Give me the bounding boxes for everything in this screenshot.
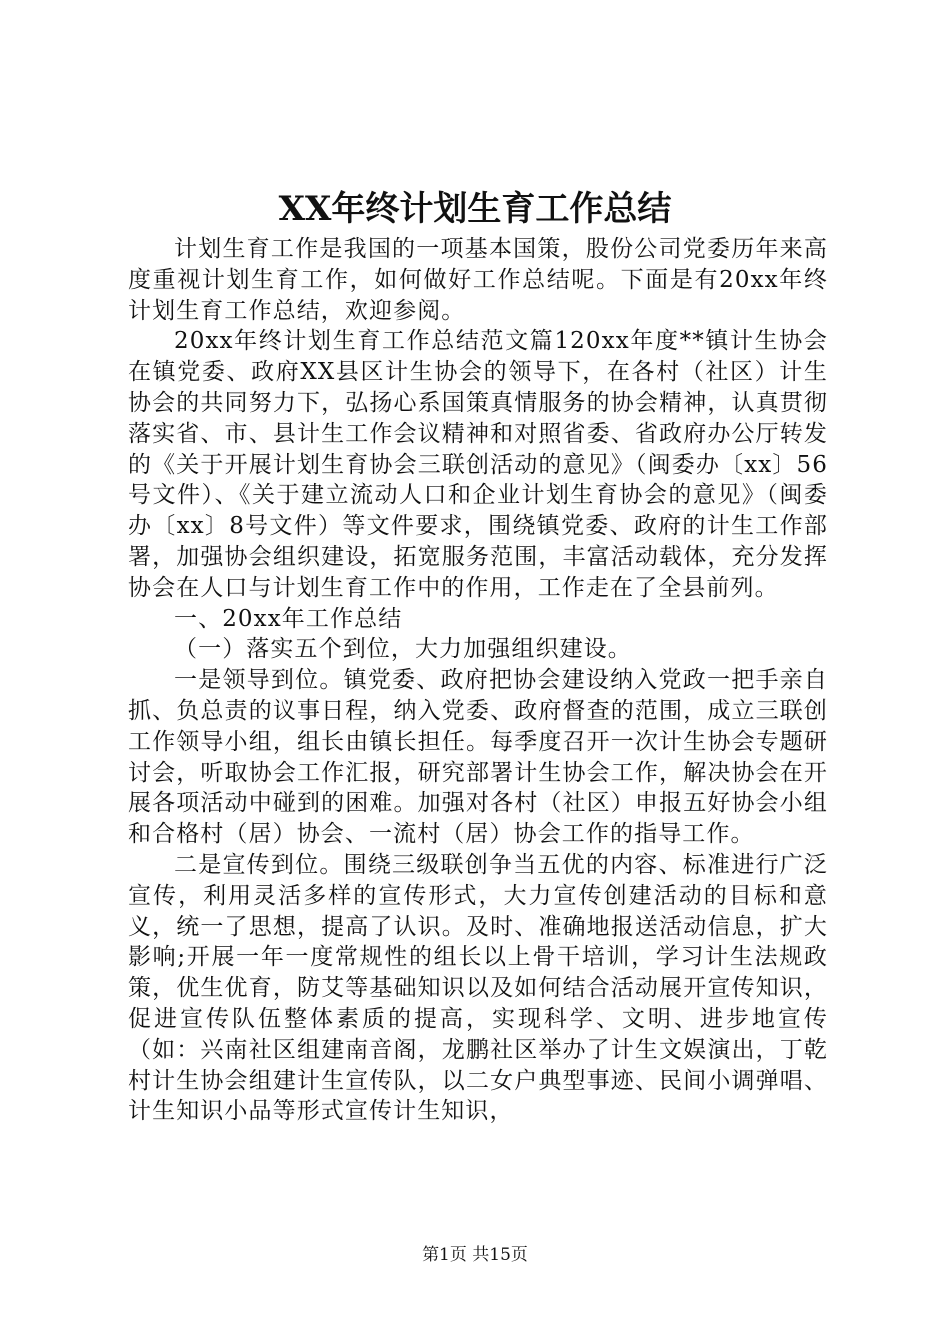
document-title: XX年终计划生育工作总结 [278,189,672,229]
paragraph: 二是宣传到位。围绕三级联创争当五优的内容、标准进行广泛宣传，利用灵活多样的宣传形式，大力宣传创建活动的目标和意义，统一了思想，提高了认识。及时、准确地报送活动信息，扩大影响;开展一年一度常规性的组长以上骨干培训，学习计生法规政策，优生优育，防艾等基础知识以及如何结合活动展开宣传知识，促进宣传队伍整体素质的提高，实现科学、文明、进步地宣传（如：兴南社区组建南音阁，龙鹏社区举办了计生文娱演出，丁乾村计生协会组建计生宣传队，以二女户典型事迹、民间小调弹唱、计生知识小品等形式宣传计生知识， [128,851,828,1125]
page-number-footer: 第1页 共15页 [422,1245,528,1265]
subsection-heading: （一）落实五个到位，大力加强组织建设。 [174,636,632,663]
paragraph: 计划生育工作是我国的一项基本国策，股份公司党委历年来高度重视计划生育工作，如何做好工作总结呢。下面是有20xx年终计划生育工作总结，欢迎参阅。 [128,236,828,324]
document-body [128,234,828,1127]
section-heading: 一、20xx年工作总结 [174,605,403,632]
paragraph: 一是领导到位。镇党委、政府把协会建设纳入党政一把手亲自抓、负总责的议事日程，纳入党委、政府督查的范围，成立三联创工作领导小组，组长由镇长担任。每季度召开一次计生协会专题研讨会，听取协会工作汇报，研究部署计生协会工作，解决协会在开展各项活动中碰到的困难。加强对各村（社区）申报五好协会小组和合格村（居）协会、一流村（居）协会工作的指导工作。 [128,667,828,848]
paragraph: 20xx年终计划生育工作总结范文篇120xx年度**镇计生协会在镇党委、政府XX县区计生协会的领导下，在各村（社区）计生协会的共同努力下，弘扬心系国策真情服务的协会精神，认真贯彻落实省、市、县计生工作会议精神和对照省委、省政府办公厅转发的《关于开展计划生育协会三联创活动的意见》（闽委办〔xx〕56号文件）、《关于建立流动人口和企业计划生育协会的意见》（闽委办〔xx〕8号文件）等文件要求，围绕镇党委、政府的计生工作部署，加强协会组织建设，拓宽服务范围，丰富活动载体，充分发挥协会在人口与计划生育工作中的作用，工作走在了全县前列。 [128,328,828,601]
